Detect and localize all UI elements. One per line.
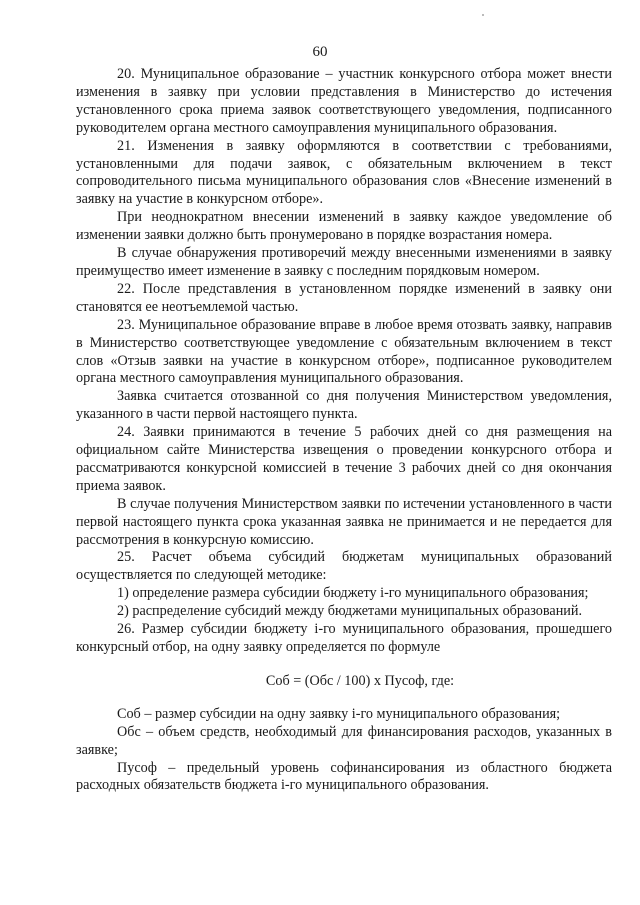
paragraph-22: 22. После представления в установленном порядке изменений в заявку они становятся ее неотъемлемой частью. [76,280,612,315]
paragraph-26: 26. Размер субсидии бюджету i-го муниципального образования, прошедшего конкурсный отбор, на одну заявку определяется по формуле [76,621,612,655]
paragraph-23: 23. Муниципальное образование вправе в любое время отозвать заявку, направив в Министерство соответствующее уведомление с обязательным включением в текст слов «Отзыв заявки на участие в конкурсном отборе», подписанное руководителем органа местного самоуправления муниципального образования. [76,316,612,387]
scan-artifact-dot [482,14,484,16]
paragraph-24-late-application: В случае получения Министерством заявки по истечении установленного в части первой настоящего пункта срока указанная заявка не принимается и не передается для рассмотрения в конкурсную комиссию. [76,495,612,548]
paragraph-24: 24. Заявки принимаются в течение 5 рабочих дней со дня размещения на официальном сайте Министерства извещения о проведении конкурсного отбора и рассматриваются конкурсной комиссией в течение 3 рабочих дней со дня окончания приема заявок. [76,424,612,494]
definition-obs: Обс – объем средств, необходимый для финансирования расходов, указанных в заявке; [76,723,612,758]
subsidy-formula: Соб = (Обс / 100) х Пусоф, где: [265,672,455,689]
paragraph-25: 25. Расчет объема субсидий бюджетам муниципальных образований осуществляется по следующей методике: [76,549,612,584]
definition-sob: Соб – размер субсидии на одну заявку i-го муниципального образования; [117,705,561,722]
paragraph-21-contradictions: В случае обнаружения противоречий между внесенными изменениями в заявку преимущество имеет изменение в заявку с последним порядковым номером. [76,245,612,279]
document-body [76,66,612,795]
paragraph-21-repeated-changes: При неоднократном внесении изменений в заявку каждое уведомление об изменении заявки должно быть пронумеровано в порядке возрастания номера. [76,209,612,244]
paragraph-23-withdrawn: Заявка считается отозванной со дня получения Министерством уведомления, указанного в части первой настоящего пункта. [76,388,612,423]
page-number: 60 [312,44,328,60]
paragraph-25-item-2: 2) распределение субсидий между бюджетами муниципальных образований. [117,603,583,620]
definition-pusof: Пусоф – предельный уровень софинансирования из областного бюджета расходных обязательств бюджета i-го муниципального образования. [76,759,612,794]
paragraph-25-item-1: 1) определение размера субсидии бюджету i-го муниципального образования; [117,585,589,602]
paragraph-21: 21. Изменения в заявку оформляются в соответствии с требованиями, установленными для подачи заявок, с обязательным включением в текст сопроводительного письма муниципального образования слов «Внесение изменений в заявку на участие в конкурсном отборе». [76,137,612,208]
paragraph-20: 20. Муниципальное образование – участник конкурсного отбора может внести изменения в заявку при условии представления в Министерство до истечения установленного срока приема заявок соответствующего уведомления, подписанного руководителем органа местного самоуправления муниципального образования. [76,66,612,136]
